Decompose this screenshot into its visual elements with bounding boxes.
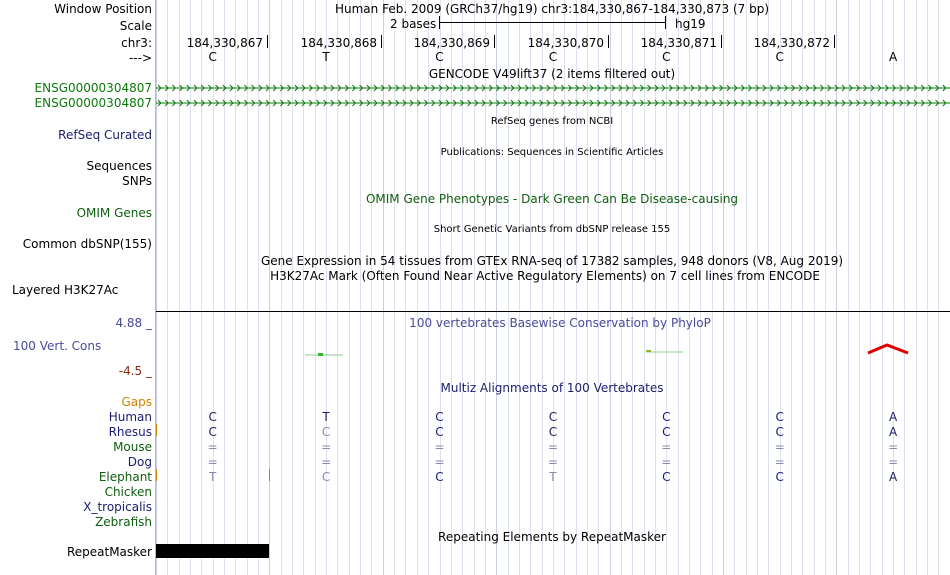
aligned-base: =: [321, 440, 332, 454]
multiz-track-title[interactable]: Multiz Alignments of 100 Vertebrates: [440, 381, 664, 395]
elephant-gap-mark-2: [269, 469, 270, 481]
aligned-base: C: [435, 425, 444, 439]
cons-track-title[interactable]: 100 vertebrates Basewise Conservation by PhyloP: [409, 316, 711, 330]
species-label[interactable]: Elephant: [98, 470, 152, 484]
cons-plot: [156, 330, 950, 370]
ref-base: C: [435, 50, 444, 64]
aligned-base: T: [322, 410, 330, 424]
publications-track-title[interactable]: Publications: Sequences in Scientific Articles: [440, 147, 664, 158]
aligned-base: C: [775, 410, 784, 424]
gencode-item-2[interactable]: ENSG00000304807: [34, 96, 152, 110]
aligned-base: =: [661, 440, 672, 454]
elephant-gap-mark-1: [156, 469, 157, 481]
aligned-base: C: [775, 425, 784, 439]
h3k27ac-baseline: [156, 311, 950, 312]
species-label[interactable]: Mouse: [113, 440, 152, 454]
dbsnp-track-title[interactable]: Short Genetic Variants from dbSNP release 155: [433, 224, 671, 235]
aligned-base: C: [662, 470, 671, 484]
gencode-gene-1[interactable]: [156, 84, 950, 92]
sequences-label[interactable]: Sequences: [86, 159, 152, 173]
strand-label: --->: [128, 51, 152, 65]
scale-bases-text: 2 bases: [390, 17, 437, 31]
position-tick: [494, 35, 495, 48]
aligned-base: =: [321, 455, 332, 469]
snps-label[interactable]: SNPs: [122, 174, 152, 188]
aligned-base: =: [434, 455, 445, 469]
omim-label[interactable]: OMIM Genes: [76, 206, 152, 220]
aligned-base: A: [888, 425, 898, 439]
h3k27ac-label[interactable]: Layered H3K27Ac: [12, 283, 119, 297]
ref-base: C: [662, 50, 671, 64]
scale-bar: [439, 16, 666, 30]
gencode-item-1[interactable]: ENSG00000304807: [34, 81, 152, 95]
chrom-label: chr3:: [121, 36, 152, 50]
aligned-base: =: [547, 440, 558, 454]
repeat-element[interactable]: [156, 544, 269, 558]
aligned-base: T: [549, 470, 557, 484]
ref-base: C: [208, 50, 217, 64]
aligned-base: =: [207, 455, 218, 469]
aligned-base: C: [662, 410, 671, 424]
gaps-label[interactable]: Gaps: [121, 395, 152, 409]
aligned-base: =: [888, 455, 899, 469]
position-tick: [267, 35, 268, 48]
aligned-base: C: [775, 470, 784, 484]
position-tick: [381, 35, 382, 48]
aligned-base: C: [208, 410, 217, 424]
aligned-base: T: [209, 470, 217, 484]
ref-base: C: [775, 50, 784, 64]
species-label[interactable]: Human: [108, 410, 152, 424]
aligned-base: C: [208, 425, 217, 439]
aligned-base: =: [661, 455, 672, 469]
repeat-label[interactable]: RepeatMasker: [66, 545, 152, 559]
aligned-base: C: [435, 410, 444, 424]
gtex-track-title[interactable]: Gene Expression in 54 tissues from GTEx RNA-seq of 17382 samples, 948 donors (V8, Aug 2019): [260, 254, 844, 268]
aligned-base: C: [548, 425, 558, 439]
position-tick: [834, 35, 835, 48]
gencode-track-title[interactable]: GENCODE V49lift37 (2 items filtered out): [428, 67, 676, 81]
aligned-base: =: [547, 455, 558, 469]
ref-base: A: [888, 50, 898, 64]
aligned-base: C: [662, 425, 671, 439]
position-label: 184,330,872: [753, 36, 830, 50]
h3k27ac-track-title[interactable]: H3K27Ac Mark (Often Found Near Active Regulatory Elements) on 7 cell lines from ENCODE: [270, 269, 820, 283]
dbsnp-label[interactable]: Common dbSNP(155): [22, 237, 152, 251]
aligned-base: =: [434, 440, 445, 454]
species-label[interactable]: Dog: [127, 455, 152, 469]
ref-base: T: [322, 50, 330, 64]
aligned-base: C: [321, 425, 331, 439]
ref-base: C: [548, 50, 558, 64]
aligned-base: C: [548, 410, 558, 424]
cons-label[interactable]: 100 Vert. Cons: [13, 339, 102, 353]
aligned-base: C: [435, 470, 444, 484]
species-label[interactable]: Chicken: [104, 485, 152, 499]
position-label: 184,330,870: [527, 36, 604, 50]
cons-min-label: -4.5 _: [118, 364, 152, 378]
position-label: 184,330,867: [186, 36, 263, 50]
window-position-label: Window Position: [54, 2, 152, 16]
refseq-track-title[interactable]: RefSeq genes from NCBI: [490, 116, 614, 127]
omim-track-title[interactable]: OMIM Gene Phenotypes - Dark Green Can Be Disease-causing: [365, 192, 739, 206]
window-position-value: Human Feb. 2009 (GRCh37/hg19) chr3:184,330,867-184,330,873 (7 bp): [334, 2, 770, 16]
position-tick: [721, 35, 722, 48]
species-label[interactable]: X_tropicalis: [83, 500, 152, 514]
refseq-label[interactable]: RefSeq Curated: [58, 128, 152, 142]
aligned-base: A: [888, 410, 898, 424]
aligned-base: A: [888, 470, 898, 484]
position-label: 184,330,868: [300, 36, 377, 50]
aligned-base: =: [207, 440, 218, 454]
repeat-track-title[interactable]: Repeating Elements by RepeatMasker: [438, 530, 666, 544]
aligned-base: =: [888, 440, 899, 454]
aligned-base: =: [774, 440, 785, 454]
aligned-base: C: [321, 470, 331, 484]
position-tick: [608, 35, 609, 48]
gencode-gene-2[interactable]: [156, 99, 950, 107]
position-label: 184,330,869: [413, 36, 490, 50]
rhesus-gap-mark: [156, 424, 157, 436]
aligned-base: =: [774, 455, 785, 469]
position-label: 184,330,871: [640, 36, 717, 50]
cons-max-label: 4.88 _: [115, 316, 152, 330]
species-label[interactable]: Zebrafish: [95, 515, 152, 529]
scale-assembly: hg19: [675, 17, 706, 31]
scale-label: Scale: [119, 19, 152, 33]
species-label[interactable]: Rhesus: [108, 425, 152, 439]
